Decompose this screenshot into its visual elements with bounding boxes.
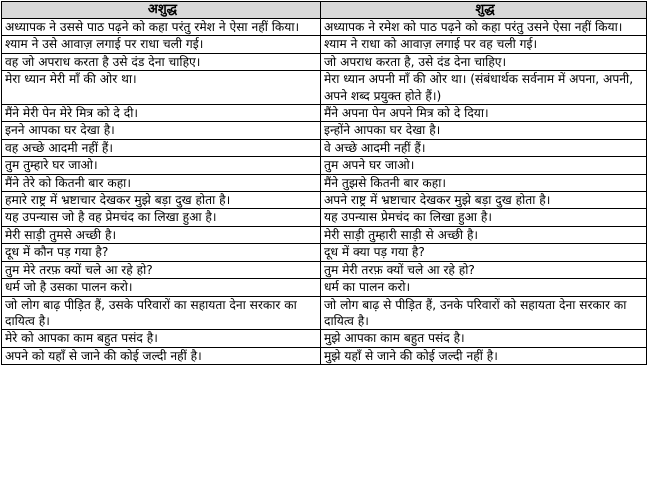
header-row: [2, 2, 647, 19]
correct-sentence: तुम अपने घर जाओ।: [321, 157, 647, 174]
incorrect-sentence: मेरा ध्यान मेरी माँ की ओर था।: [2, 71, 321, 105]
incorrect-sentence: जो लोग बाढ़ पीड़ित हैं, उसके परिवारों का सहायता देना सरकार का दायित्व है।: [2, 296, 321, 330]
incorrect-sentence: मैंने तेरे को कितनी बार कहा।: [2, 174, 321, 191]
correct-sentence: यह उपन्यास प्रेमचंद का लिखा हुआ है।: [321, 209, 647, 226]
correct-sentence: इन्होंने आपका घर देखा है।: [321, 122, 647, 139]
table-row: [2, 71, 647, 105]
correct-sentence: मेरी साड़ी तुम्हारी साड़ी से अच्छी है।: [321, 226, 647, 243]
table-row: [2, 157, 647, 174]
incorrect-sentence: इनने आपका घर देखा है।: [2, 122, 321, 139]
incorrect-sentence: तुम मेरे तरफ़ क्यों चले आ रहे हो?: [2, 261, 321, 278]
correct-sentence: वे अच्छे आदमी नहीं हैं।: [321, 139, 647, 156]
table-row: [2, 122, 647, 139]
table-row: [2, 192, 647, 209]
incorrect-sentence: तुम तुम्हारे घर जाओ।: [2, 157, 321, 174]
incorrect-sentence: वह अच्छे आदमी नहीं हैं।: [2, 139, 321, 156]
table-row: [2, 279, 647, 296]
correct-sentence: मैंने अपना पेन अपने मित्र को दे दिया।: [321, 105, 647, 122]
correct-sentence: जो लोग बाढ़ से पीड़ित हैं, उनके परिवारों को सहायता देना सरकार का दायित्व है।: [321, 296, 647, 330]
correct-sentence: धर्म का पालन करो।: [321, 279, 647, 296]
table-row: [2, 105, 647, 122]
incorrect-sentence: वह जो अपराध करता है उसे दंड देना चाहिए।: [2, 53, 321, 70]
table-row: [2, 261, 647, 278]
table-row: [2, 139, 647, 156]
incorrect-sentence: मेरी साड़ी तुमसे अच्छी है।: [2, 226, 321, 243]
header-correct: शुद्ध: [321, 2, 647, 19]
table-row: [2, 244, 647, 261]
table-row: [2, 209, 647, 226]
correction-table: [1, 1, 647, 365]
table-row: [2, 36, 647, 53]
incorrect-sentence: हमारे राष्ट्र में भ्रष्टाचार देखकर मुझे बड़ा दुख होता है।: [2, 192, 321, 209]
correct-sentence: श्याम ने राधा को आवाज़ लगाई पर वह चली गई।: [321, 36, 647, 53]
correct-sentence: अपने राष्ट्र में भ्रष्टाचार देखकर मुझे बड़ा दुख होता है।: [321, 192, 647, 209]
incorrect-sentence: धर्म जो है उसका पालन करो।: [2, 279, 321, 296]
table-row: [2, 296, 647, 330]
incorrect-sentence: मेरे को आपका काम बहुत पसंद है।: [2, 330, 321, 347]
table-row: [2, 53, 647, 70]
table-row: [2, 19, 647, 36]
incorrect-sentence: अपने को यहाँ से जाने की कोई जल्दी नहीं है।: [2, 347, 321, 364]
correct-sentence: मैंने तुझसे कितनी बार कहा।: [321, 174, 647, 191]
incorrect-sentence: यह उपन्यास जो है वह प्रेमचंद का लिखा हुआ है।: [2, 209, 321, 226]
correct-sentence: दूध में क्या पड़ गया है?: [321, 244, 647, 261]
correct-sentence: मुझे यहाँ से जाने की कोई जल्दी नहीं है।: [321, 347, 647, 364]
incorrect-sentence: श्याम ने उसे आवाज़ लगाई पर राधा चली गई।: [2, 36, 321, 53]
table-row: [2, 330, 647, 347]
table-row: [2, 347, 647, 364]
correct-sentence: मेरा ध्यान अपनी माँ की ओर था। (संबंधार्थक सर्वनाम में अपना, अपनी, अपने शब्द प्रयुक्त होते हैं।): [321, 71, 647, 105]
incorrect-sentence: दूध में कौन पड़ गया है?: [2, 244, 321, 261]
correct-sentence: मुझे आपका काम बहुत पसंद है।: [321, 330, 647, 347]
correct-sentence: जो अपराध करता है, उसे दंड देना चाहिए।: [321, 53, 647, 70]
incorrect-sentence: अध्यापक ने उससे पाठ पढ़ने को कहा परंतु रमेश ने ऐसा नहीं किया।: [2, 19, 321, 36]
correct-sentence: तुम मेरी तरफ़ क्यों चले आ रहे हो?: [321, 261, 647, 278]
correct-sentence: अध्यापक ने रमेश को पाठ पढ़ने को कहा परंतु उसने ऐसा नहीं किया।: [321, 19, 647, 36]
table-row: [2, 174, 647, 191]
incorrect-sentence: मैंने मेरी पेन मेरे मित्र को दे दी।: [2, 105, 321, 122]
header-incorrect: अशुद्ध: [2, 2, 321, 19]
table-row: [2, 226, 647, 243]
